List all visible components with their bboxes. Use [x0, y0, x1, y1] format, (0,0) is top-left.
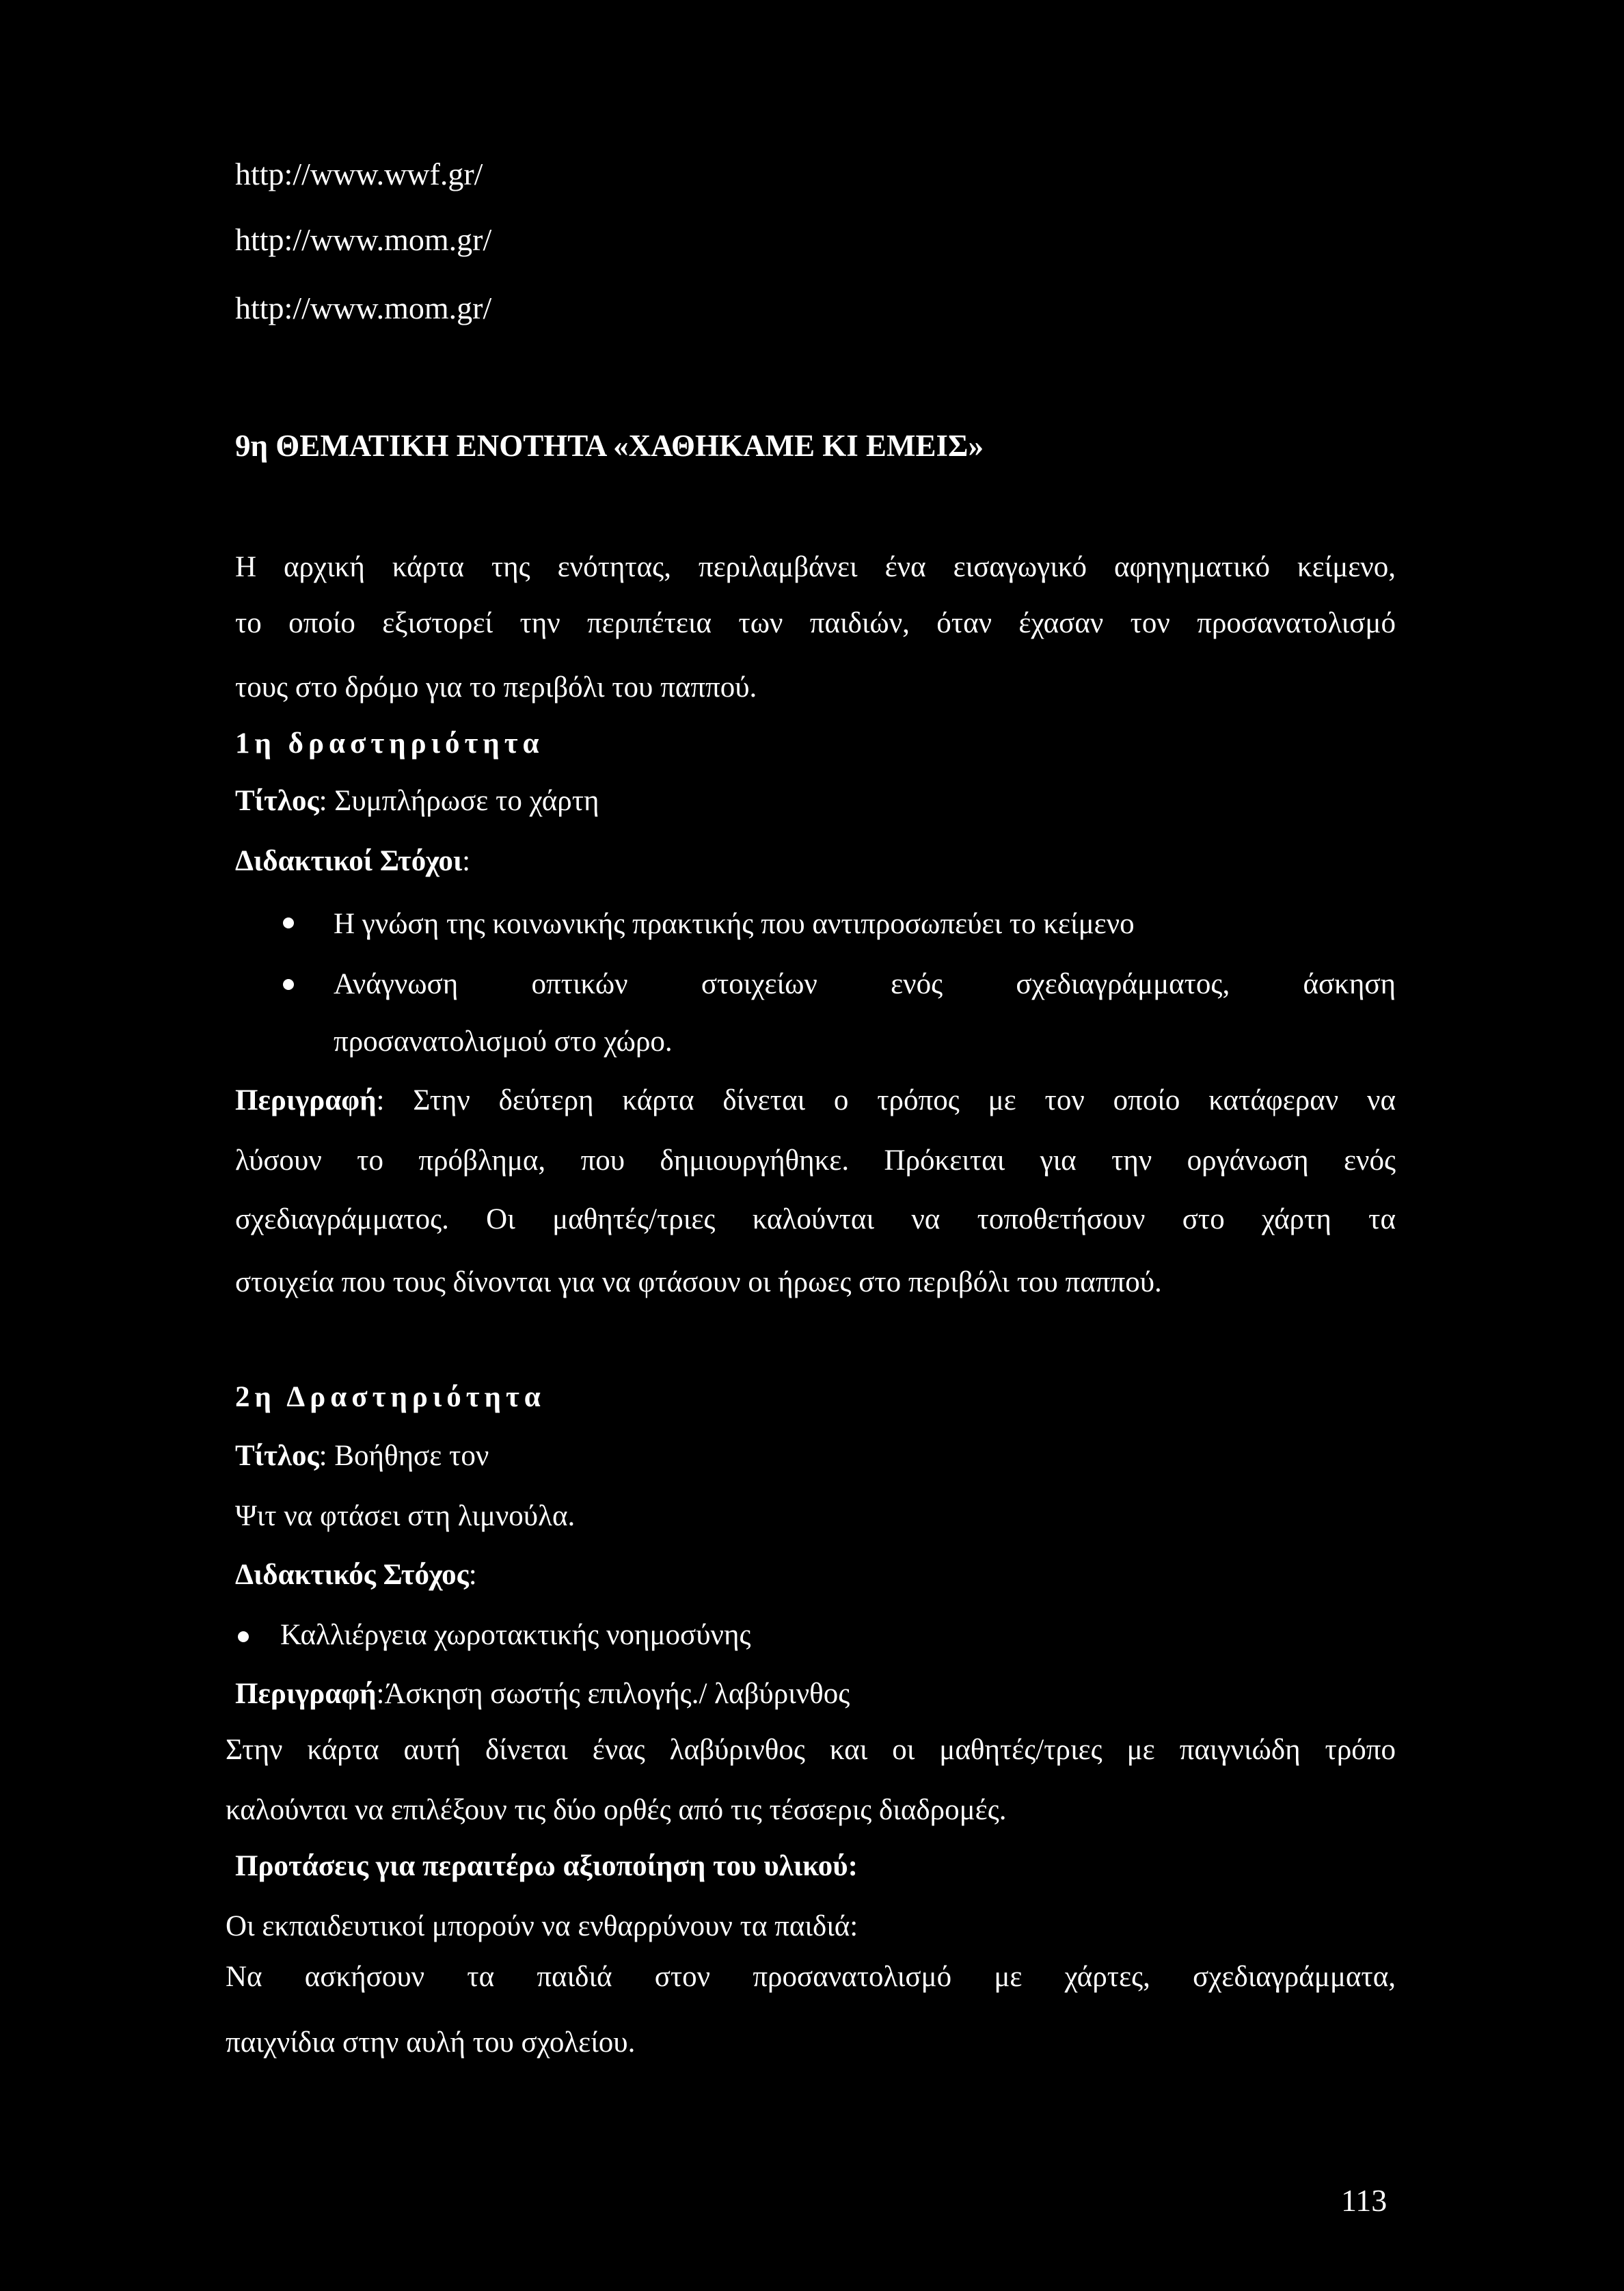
goal-item-continued: προσανατολισμού στο χώρο. — [334, 1026, 673, 1058]
activity1-desc-line-4: στοιχεία που τους δίνονται για να φτάσουν οι ήρωες στο περιβόλι του παππού. — [235, 1266, 1162, 1298]
intro-line-2: το οποίο εξιστορεί την περιπέτεια των παιδιών, όταν έχασαν τον προσανατολισμό — [235, 607, 1396, 639]
activity2-goal-label — [235, 1560, 477, 1590]
proposals-line-2: Να ασκήσουν τα παιδιά στον προσανατολισμό με χάρτες, σχεδιαγράμματα, — [226, 1961, 1396, 1993]
bullet-icon — [283, 979, 294, 990]
link-wwf[interactable]: http://www.wwf.gr/ — [235, 157, 483, 191]
desc-label: Περιγραφή — [235, 1084, 377, 1116]
activity1-heading: 1η δραστηριότητα — [235, 727, 544, 760]
activity2-title — [235, 1441, 489, 1471]
desc-label: Περιγραφή — [235, 1678, 377, 1710]
goals-label: Διδακτικοί Στόχοι — [235, 845, 463, 877]
title-value: : Συμπλήρωσε το χάρτη — [319, 785, 599, 817]
goals-colon: : — [462, 845, 471, 877]
intro-line-1: Η αρχική κάρτα της ενότητας, περιλαμβάνει ένα εισαγωγικό αφηγηματικό κείμενο, — [235, 551, 1396, 583]
desc-value: :Άσκηση σωστής επιλογής./ λαβύρινθος — [376, 1678, 850, 1710]
bullet-icon — [283, 917, 294, 928]
title-label: Τίτλος — [235, 1440, 319, 1472]
activity2-title-continued: Ψιτ να φτάσει στη λιμνούλα. — [235, 1500, 576, 1532]
proposals-heading: Προτάσεις για περαιτέρω αξιοποίηση του υλικού: — [235, 1850, 858, 1882]
activity2-desc — [235, 1679, 850, 1709]
link-mom[interactable]: http://www.mom.gr/ — [235, 222, 492, 257]
goal-label: Διδακτικός Στόχος — [235, 1559, 469, 1591]
goal-item: Ανάγνωση οπτικών στοιχείων ενός σχεδιαγράμματος, άσκηση — [334, 968, 1396, 1000]
activity2-heading: 2η Δραστηριότητα — [235, 1381, 545, 1413]
activity1-desc-line-2: λύσουν το πρόβλημα, που δημιουργήθηκε. Πρόκειται για την οργάνωση ενός — [235, 1144, 1396, 1177]
page-number: 113 — [1341, 2183, 1388, 2218]
activity2-desc-line-1: Στην κάρτα αυτή δίνεται ένας λαβύρινθος και οι μαθητές/τριες με παιγνιώδη τρόπο — [226, 1734, 1396, 1766]
link-mom-2[interactable]: http://www.mom.gr/ — [235, 291, 492, 325]
intro-line-3: τους στο δρόμο για το περιβόλι του παππού. — [235, 671, 757, 704]
activity1-title — [235, 786, 599, 816]
goal-colon: : — [468, 1559, 477, 1591]
bullet-icon — [238, 1631, 249, 1642]
activity1-goals-label — [235, 846, 470, 876]
title-label: Τίτλος — [235, 785, 319, 817]
proposals-line-1: Οι εκπαιδευτικοί μπορούν να ενθαρρύνουν τα παιδιά: — [226, 1910, 858, 1942]
activity2-desc-line-2: καλούνται να επιλέξουν τις δύο ορθές από τις τέσσερις διαδρομές. — [226, 1794, 1007, 1826]
proposals-line-3: παιχνίδια στην αυλή του σχολείου. — [226, 2026, 636, 2059]
goal-item: Καλλιέργεια χωροτακτικής νοημοσύνης — [280, 1619, 751, 1651]
title-value: : Βοήθησε τον — [319, 1440, 489, 1472]
activity1-desc-line-3: σχεδιαγράμματος. Οι μαθητές/τριες καλούνται να τοποθετήσουν στο χάρτη τα — [235, 1203, 1396, 1235]
goal-item: Η γνώση της κοινωνικής πρακτικής που αντιπροσωπεύει το κείμενο — [334, 908, 1135, 940]
activity1-desc-line-1 — [235, 1071, 1396, 1131]
section-title: 9η ΘΕΜΑΤΙΚΗ ΕΝΟΤΗΤΑ «ΧΑΘΗΚΑΜΕ ΚΙ ΕΜΕΙΣ» — [235, 429, 984, 463]
desc-text: : Στην δεύτερη κάρτα δίνεται ο τρόπος με τον οποίο κατάφεραν να — [376, 1084, 1396, 1116]
